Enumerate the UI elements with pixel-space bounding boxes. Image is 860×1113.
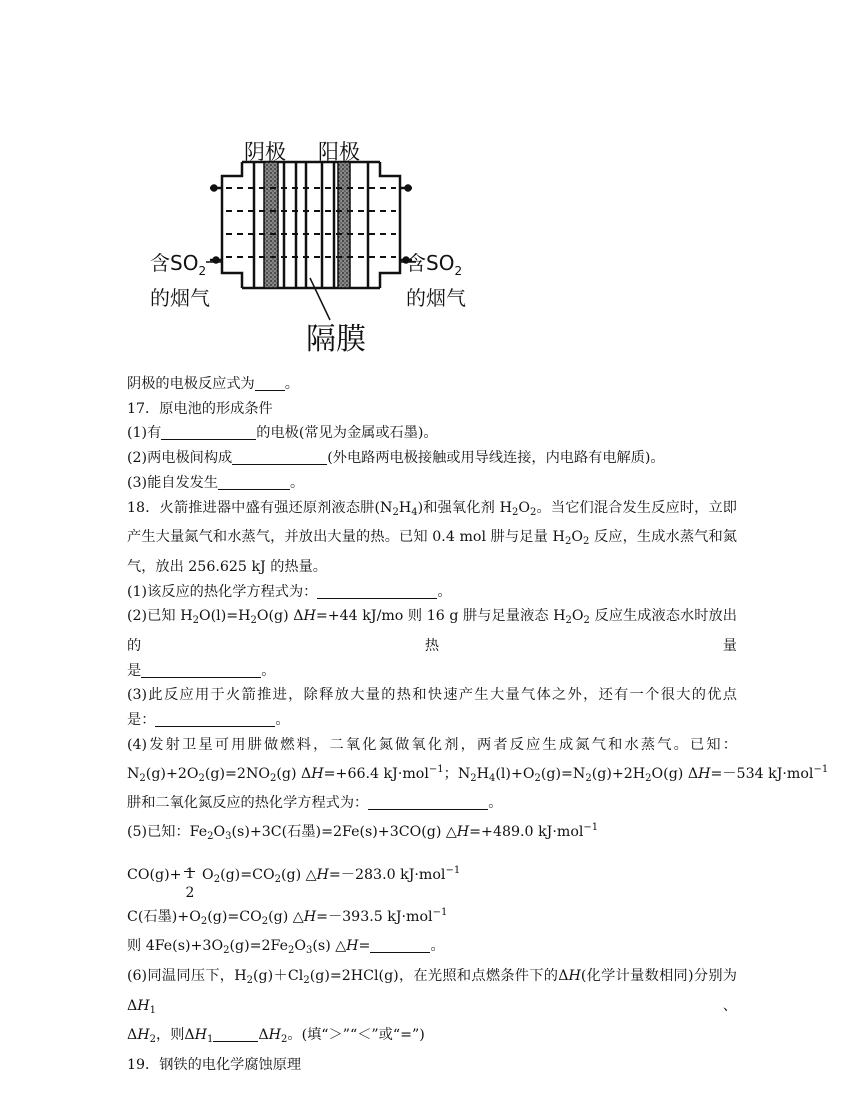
pipes bbox=[210, 186, 412, 263]
answer-blank[interactable] bbox=[161, 424, 256, 440]
flue-gas-right-label: 含$SO_2$ 的烟气 bbox=[406, 251, 466, 310]
text-line: (2)两电极间构成 (外电路两电极接触或用导线连接，内电路有电解质)。 bbox=[127, 450, 665, 467]
text-line: (1)该反应的热化学方程式为： 。 bbox=[127, 583, 452, 600]
membrane-label: 隔膜 bbox=[306, 322, 366, 357]
equation-line: $N_2(g)+2O_2(g)=2NO_2(g)$ ΔH=+66.4 kJ·mol$^{-1}$；$N_2H_4(l)+O_2(g)=N_2(g)+2H_2O(g)$ ΔH=－534 kJ·mol$^{-1}$ bbox=[127, 763, 829, 784]
question-19-heading: 19．钢铁的电化学腐蚀原理 bbox=[127, 1057, 302, 1074]
answer-blank[interactable] bbox=[317, 583, 437, 599]
answer-blank[interactable] bbox=[141, 662, 261, 678]
text-line: $\Delta H_2$，则$\Delta H_1$ $\Delta H_2$。(填“＞”“＜”或“=”) bbox=[127, 1027, 425, 1046]
leader-lines bbox=[206, 262, 416, 320]
equation-line: CO(g)+ 1 2 $O_2(g)=CO_2(g)$ △H=－283.0 kJ·mol$^{-1}$ bbox=[127, 850, 737, 901]
question-18-line: 18．火箭推进器中盛有强还原剂液态肼$(N_2H_4)$和强氧化剂 $H_2O_2$。当它们混合发生反应时，立即 bbox=[127, 499, 737, 518]
text-line: 产生大量氮气和水蒸气，并放出大量的热。已知 0.4 mol 肼与足量 $H_2O_2$ 反应，生成水蒸气和氮 bbox=[127, 529, 737, 548]
question-text bbox=[127, 372, 829, 1078]
equation-line: 则 $4Fe(s)+3O_2(g)=2Fe_2O_3(s)$ △H= 。 bbox=[127, 938, 445, 957]
text-line: (2)已知 $H_2O(l)=H_2O(g)$ ΔH=+44 kJ/mo 则 16 g 肼与足量液态 $H_2O_2$ 反应生成液态水时放出的热量 bbox=[127, 608, 737, 655]
anode-label: 阳极 bbox=[318, 140, 360, 164]
equation-line: (5)已知：$Fe_2O_3(s)+3C$(石墨)=2Fe(s)+3CO(g) △H=+489.0 kJ·mol$^{-1}$ bbox=[127, 821, 599, 842]
anode-electrode bbox=[338, 162, 350, 288]
text-line: (6)同温同压下，$H_2(g)+Cl_2(g)=2HCl(g)$，在光照和点燃条件下的ΔH(化学计量数相同)分别为$\Delta H_1$、 bbox=[127, 968, 737, 1016]
answer-blank[interactable] bbox=[218, 474, 290, 490]
text-line: 气，放出 256.625 kJ 的热量。 bbox=[127, 558, 327, 575]
flue-gas-left-label: 含$SO_2$ 的烟气 bbox=[150, 251, 210, 310]
answer-blank[interactable] bbox=[213, 1026, 258, 1042]
electrolysis-cell-figure bbox=[150, 128, 480, 358]
flow-lines bbox=[226, 188, 396, 257]
equation-line: C(石墨)$+O_2(g)=CO_2(g)$ △H=－393.5 kJ·mol$^{-1}$ bbox=[127, 906, 448, 927]
cathode-electrode bbox=[264, 162, 278, 288]
answer-blank[interactable] bbox=[370, 937, 430, 953]
cathode-label: 阴极 bbox=[244, 140, 286, 164]
text-line: 是 。 bbox=[127, 662, 276, 679]
answer-blank[interactable] bbox=[232, 449, 327, 465]
answer-blank[interactable] bbox=[368, 794, 488, 810]
text-line: (3)能自发发生 。 bbox=[127, 474, 305, 491]
text-line: 肼和二氧化氮反应的热化学方程式为： 。 bbox=[127, 795, 503, 812]
text-line: (4)发射卫星可用肼做燃料，二氧化氮做氧化剂，两者反应生成氮气和水蒸气。已知： bbox=[127, 736, 737, 753]
cell-body bbox=[222, 162, 400, 288]
fraction-one-half: 1 2 bbox=[185, 865, 195, 901]
text-line: 阴极的电极反应式为 。 bbox=[127, 376, 299, 392]
answer-blank[interactable] bbox=[155, 711, 275, 727]
text-line: 是： 。 bbox=[127, 712, 290, 729]
text-line: (1)有 的电极(常见为金属或石墨)。 bbox=[127, 425, 438, 442]
answer-blank[interactable] bbox=[255, 375, 285, 391]
question-17-heading: 17．原电池的形成条件 bbox=[127, 400, 273, 417]
text-line: (3)此反应用于火箭推进，除释放大量的热和快速产生大量气体之外，还有一个很大的优点 bbox=[127, 687, 737, 704]
